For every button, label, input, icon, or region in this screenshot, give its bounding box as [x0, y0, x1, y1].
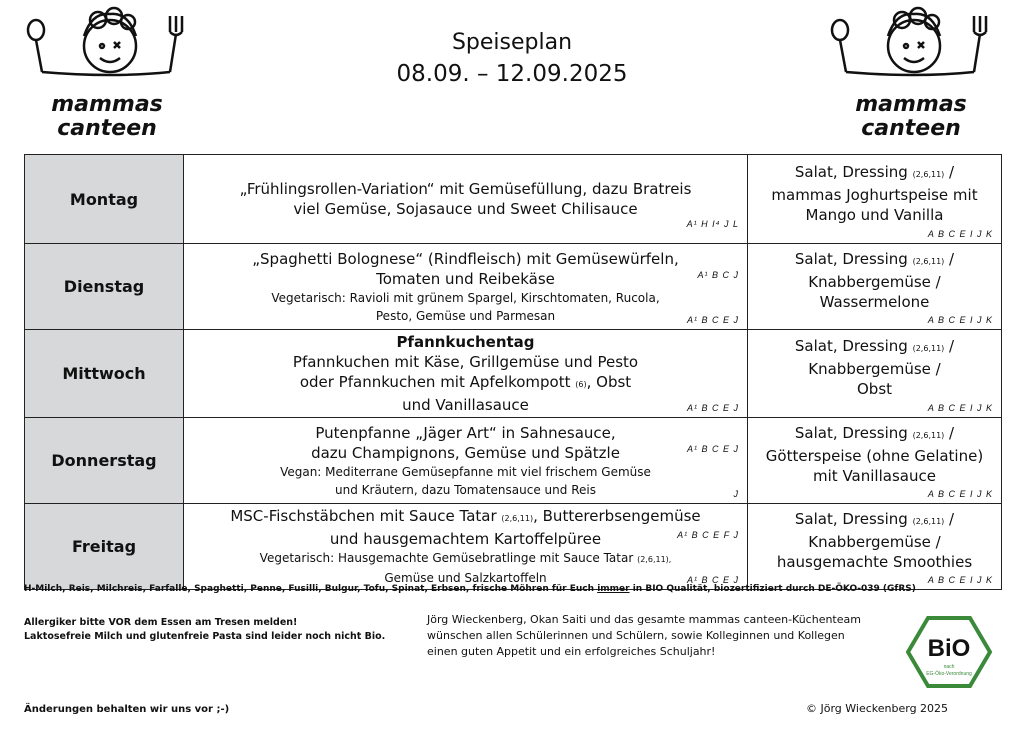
veg-dish-line: Vegetarisch: Hausgemachte Gemüsebratlinge mit Sauce Tatar (2,6,11), [259, 551, 672, 565]
side-dish-cell [748, 244, 1002, 330]
veg-dish-line: Gemüse und Salzkartoffeln [384, 571, 547, 585]
allergen-codes: A B C E I J K [927, 575, 993, 585]
day-label: Freitag [25, 504, 184, 590]
table-row [25, 418, 1002, 504]
side-dish-line: Salat, Dressing (2,6,11) / [794, 510, 955, 528]
side-dish-line: Salat, Dressing (2,6,11) / [794, 250, 955, 268]
mammas-canteen-logo-right [826, 6, 996, 146]
main-dish-cell [184, 244, 748, 330]
veg-dish-line: Vegetarisch: Ravioli mit grünem Spargel, Kirschtomaten, Rucola, [271, 290, 660, 305]
veg-dish-line: Vegan: Mediterrane Gemüsepfanne mit viel frischem Gemüse [280, 464, 651, 479]
svg-text:EG-Öko-Verordnung: EG-Öko-Verordnung [926, 671, 972, 677]
main-dish-line: Pfannkuchen mit Käse, Grillgemüse und Pesto [292, 353, 639, 371]
allergy-notice [24, 616, 385, 644]
changes-note: Änderungen behalten wir uns vor ;-) [24, 704, 230, 715]
day-label: Mittwoch [25, 330, 184, 418]
allergen-codes: A¹ B C J [697, 270, 739, 280]
svg-text:BiO: BiO [927, 635, 971, 662]
logo-text-line2: canteen [57, 116, 157, 141]
main-dish-line: viel Gemüse, Sojasauce und Sweet Chilisauce [293, 200, 638, 218]
allergy-line: Allergiker bitte VOR dem Essen am Tresen melden! [24, 617, 298, 628]
logo-text-line1: mammas [855, 92, 967, 117]
allergy-line: Laktosefreie Milch und glutenfreie Pasta sind leider noch nicht Bio. [24, 631, 386, 642]
allergen-codes: A¹ B C E F J [677, 530, 739, 540]
main-dish-cell [184, 504, 748, 590]
main-dish-cell [184, 330, 748, 418]
main-dish-line: und Vanillasauce [402, 396, 529, 414]
main-dish-cell [184, 155, 748, 244]
main-dish-line: Tomaten und Reibekäse [376, 269, 555, 288]
greeting-line: Jörg Wieckenberg, Okan Saiti und das gesamte mammas canteen-Küchenteam [427, 613, 861, 626]
allergen-codes: A B C E I J K [927, 403, 993, 413]
main-dish-line: „Frühlingsrollen-Variation“ mit Gemüsefüllung, dazu Bratreis [239, 180, 692, 198]
table-row [25, 244, 1002, 330]
main-dish-line: MSC-Fischstäbchen mit Sauce Tatar (2,6,11), Buttererbsengemüse [230, 507, 701, 525]
side-dish-line: Knabbergemüse / [808, 273, 941, 291]
table-row [25, 330, 1002, 418]
day-label: Dienstag [25, 244, 184, 330]
chef-face-icon [826, 6, 996, 96]
allergen-codes: A¹ B C E J [686, 403, 739, 413]
main-dish-line: und hausgemachtem Kartoffelpüree [329, 530, 602, 548]
copyright: © Jörg Wieckenberg 2025 [806, 702, 949, 715]
logo-text-line2: canteen [861, 116, 961, 141]
side-dish-cell [748, 418, 1002, 504]
side-dish-line: Knabbergemüse / [808, 360, 941, 378]
menu-table [24, 154, 1002, 590]
side-dish-line: Salat, Dressing (2,6,11) / [794, 337, 955, 355]
greeting-line: einen guten Appetit und ein erfolgreiches Schuljahr! [427, 645, 716, 658]
side-dish-line: Obst [856, 380, 893, 398]
side-dish-line: Wassermelone [819, 293, 930, 311]
mammas-canteen-logo-left [22, 6, 192, 146]
logo-text-line1: mammas [51, 92, 163, 117]
side-dish-cell [748, 330, 1002, 418]
main-dish-line: dazu Champignons, Gemüse und Spätzle [311, 443, 620, 462]
side-dish-line: Knabbergemüse / [808, 533, 941, 551]
day-label: Donnerstag [25, 418, 184, 504]
allergen-codes: A B C E I J K [927, 229, 993, 239]
bio-quality-note: H-Milch, Reis, Milchreis, Farfalle, Spaghetti, Penne, Fusilli, Bulgur, Tofu, Spinat, Erbsen, frische Möhren für Euch immer in BIO Qualität, biozertifiziert durch DE-ÖKO-039 (GfRS) [24, 584, 916, 594]
side-dish-line: Mango und Vanilla [805, 205, 944, 224]
date-range: 08.09. – 12.09.2025 [396, 61, 628, 87]
side-dish-line: mammas Joghurtspeise mit [771, 185, 978, 204]
allergen-codes: A B C E I J K [927, 315, 993, 325]
veg-allergen-codes: A¹ B C E J [686, 315, 739, 325]
veg-allergen-codes: A¹ B C E J [686, 575, 739, 585]
chef-face-icon [22, 6, 192, 96]
svg-text:nach: nach [943, 664, 955, 670]
side-dish-cell [748, 155, 1002, 244]
table-row [25, 504, 1002, 590]
side-dish-line: Götterspeise (ohne Gelatine) [765, 447, 984, 465]
team-greeting [427, 612, 861, 660]
veg-dish-line: Pesto, Gemüse und Parmesan [375, 308, 556, 323]
greeting-line: wünschen allen Schülerinnen und Schülern, sowie Kolleginnen und Kollegen [427, 629, 845, 642]
main-dish-title: Pfannkuchentag [396, 333, 535, 351]
main-dish-line: Putenpfanne „Jäger Art“ in Sahnesauce, [315, 423, 616, 442]
side-dish-line: mit Vanillasauce [813, 467, 936, 485]
bio-seal-icon [906, 616, 992, 688]
side-dish-line: Salat, Dressing (2,6,11) / [794, 424, 955, 442]
main-dish-cell [184, 418, 748, 504]
main-dish-line: „Spaghetti Bolognese“ (Rindfleisch) mit Gemüsewürfeln, [252, 249, 679, 268]
allergen-codes: A¹ B C E J [686, 444, 739, 454]
veg-dish-line: und Kräutern, dazu Tomatensauce und Reis [335, 482, 596, 497]
table-row [25, 155, 1002, 244]
main-dish-line: oder Pfannkuchen mit Apfelkompott (6), Obst [299, 373, 632, 391]
day-label: Montag [25, 155, 184, 244]
allergen-codes: A B C E I J K [927, 489, 993, 499]
side-dish-cell [748, 504, 1002, 590]
veg-allergen-codes: J [733, 489, 739, 499]
side-dish-line: Salat, Dressing (2,6,11) / [794, 162, 955, 181]
side-dish-line: hausgemachte Smoothies [776, 553, 973, 571]
allergen-codes: A¹ H I⁴ J L [686, 219, 739, 229]
page-title: Speiseplan [451, 30, 573, 55]
